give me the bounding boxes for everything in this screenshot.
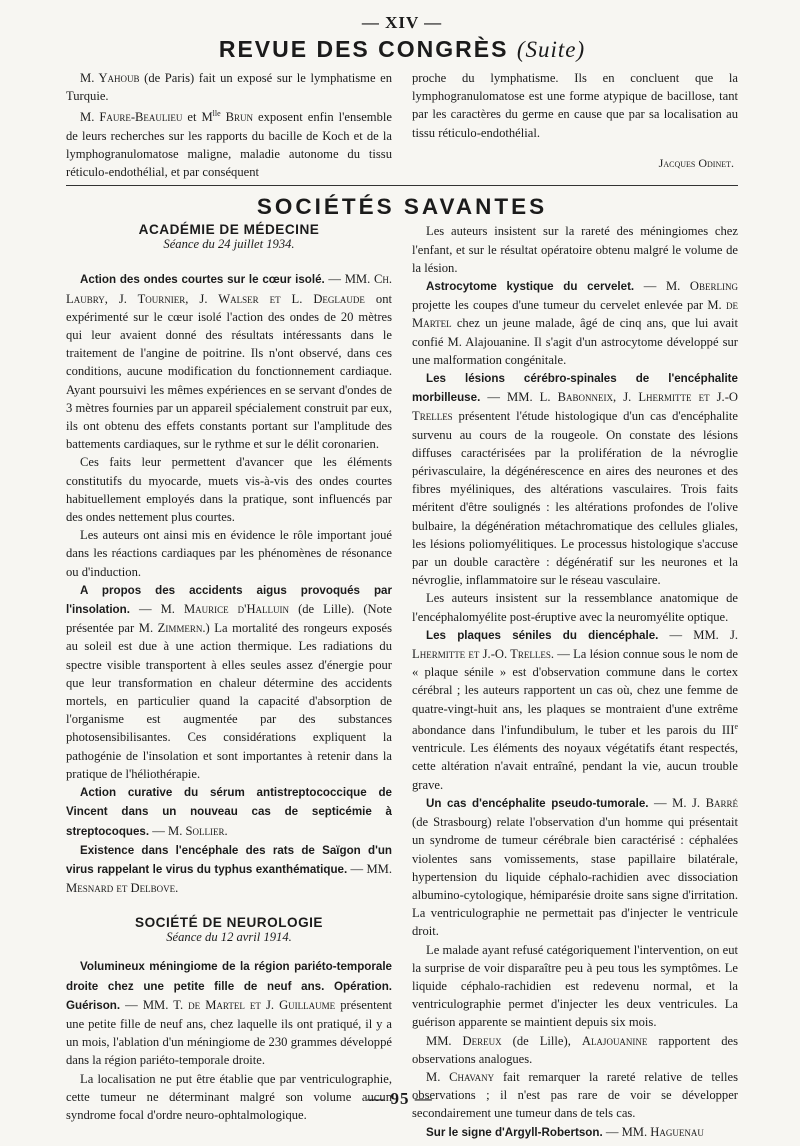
paragraph-text: exposent enfin l'ensemble de leurs recherches sur les rapports du bacille de Koch et de la lymphogranulomatose maligne, maladie autonome du tissu réticulo-endothélial, et par conséquent xyxy=(66,110,392,180)
paragraph-text: (de Lille), xyxy=(501,1033,582,1048)
paragraph-text: (de Paris) fait un exposé sur le lymphatisme en Turquie. xyxy=(66,71,392,104)
article-heading: Les plaques séniles du diencéphale. xyxy=(426,628,659,642)
article-authors: — M. J. Barré xyxy=(648,795,738,810)
academie-title: ACADÉMIE DE MÉDECINE xyxy=(138,222,320,238)
article-paragraph: Les auteurs insistent sur la rareté des méningiomes chez l'enfant, et sur le résultat opératoire obtenu malgré le volume de la lésion. xyxy=(412,224,738,275)
author-name: M. Faure-Beaulieu xyxy=(80,110,183,125)
article-authors: — M. Oberling xyxy=(634,279,738,294)
author-name: M. Yahoub xyxy=(80,71,140,85)
revue-paragraph xyxy=(66,105,392,181)
neurologie-date: Séance du 12 avril 1914. xyxy=(166,930,292,945)
revue-left-column xyxy=(66,69,392,181)
page-number: — 95 — xyxy=(367,1089,433,1108)
article-heading: Volumineux méningiome de la région pariéto-temporale droite chez une petite fille de neuf ans. Opération. Guérison. xyxy=(66,960,392,1012)
article-authors: — MM. Haguenau xyxy=(602,1124,704,1139)
article-paragraph: La localisation ne put être établie que par ventriculographie, cette tumeur ne déterminant malgré son volume aucun syndrome focal d'ordre neuro-ophtalmologique. xyxy=(66,1071,392,1122)
author-name: Brun xyxy=(220,110,254,125)
societes-section xyxy=(66,222,738,1141)
paragraph-text: chez un jeune malade, âgé de cinq ans, que lui avait confié M. Alajouanine. Il s'agit d'un astrocytome développé sur une malformation congénitale. xyxy=(412,316,738,367)
paragraph-text: rapportent des observations analogues. xyxy=(412,1033,738,1066)
article-authors: — MM. T. de Martel et J. Guillaume xyxy=(120,997,336,1012)
superscript: lle xyxy=(212,109,221,119)
article-paragraph: Les auteurs insistent sur la ressemblance anatomique de l'encéphalomyélite post-éruptive avec la neuromyélite optique. xyxy=(412,591,738,624)
revue-paragraph: proche du lymphatisme. Ils en concluent que la lymphogranulomatose est une forme atypique de bacillose, tant par les caractères du germe en cause que par sa localisation au tissu réticulo-endothélial. xyxy=(412,71,738,140)
revue-section xyxy=(66,69,738,181)
article-paragraph xyxy=(66,841,392,898)
article-authors: — MM. L. Babonneix, J. Lhermitte et J.-O Trelles xyxy=(412,390,738,424)
article-paragraph xyxy=(66,581,392,783)
article-authors: — M. Maurice d'Halluin xyxy=(129,602,290,617)
article-heading: Action des ondes courtes sur le cœur isolé. xyxy=(80,273,325,287)
article-paragraph xyxy=(66,270,392,453)
article-heading: Un cas d'encéphalite pseudo-tumorale. xyxy=(426,796,649,810)
revue-right-column xyxy=(412,69,738,181)
article-paragraph xyxy=(412,277,738,369)
author-name: Alajouanine xyxy=(581,1033,648,1048)
article-paragraph: Le malade ayant refusé catégoriquement l'intervention, on eut la surprise de voir disparaître peu à peu tous les symptômes. Le liquide céphalo-rachidien est redevenu normal, et la ventriculographie permet d'injecter les deux ventricules. La guérison apparente se maintient depuis six mois. xyxy=(412,942,738,1030)
article-authors: — MM. Mesnard et Delbove. xyxy=(66,861,392,896)
signature-text: Jacques Odinet. xyxy=(658,155,734,170)
article-heading: Action curative du sérum antistreptococcique de Vincent dans un nouveau cas de septicémie à streptocoques. xyxy=(66,786,392,838)
societes-left-column xyxy=(66,222,392,1141)
article-paragraph xyxy=(412,1032,738,1068)
article-paragraph xyxy=(66,957,392,1069)
article-heading: Les lésions cérébro-spinales de l'encéphalite morbilleuse. xyxy=(412,372,738,405)
societes-savantes-title: SOCIÉTÉS SAVANTES xyxy=(256,194,548,220)
article-heading: Sur le signe d'Argyll-Robertson. xyxy=(426,1125,603,1139)
article-paragraph: Les auteurs ont ainsi mis en évidence le rôle important joué dans les réactions cardiaques par les phénomènes de résonance ou d'induction. xyxy=(66,528,392,579)
paragraph-text: ventricule. Les éléments des noyaux végétatifs étant respectés, cette altération n'avait entraîné, pendant la vie, aucun trouble grave. xyxy=(412,741,738,792)
article-paragraph xyxy=(66,783,392,841)
paragraph-text: projette les coupes d'une tumeur du cervelet enlevée par M. xyxy=(412,298,726,313)
paragraph-text: présentent une petite fille de neuf ans, chez laquelle ils ont pratiqué, il y a un mois, l'ablation d'un méningiome de 230 grammes développé dans la région pariéto-temporale droite. xyxy=(66,997,392,1068)
article-authors: — MM. J. Lhermitte et J.-O. Trelles. xyxy=(412,627,738,662)
paragraph-text: — La lésion connue sous le nom de « plaque sénile » est d'observation commune dans le cortex cérébral ; les auteurs rapportent un cas où, chez une femme de quatre-vingt-huit ans, les plaques se montraient d'une extrême abondance dans l'infundibulum, le tuber et les parois du III xyxy=(412,647,738,738)
article-heading: Astrocytome kystique du cervelet. xyxy=(426,280,635,294)
section-divider xyxy=(66,185,738,186)
revue-des-congres-title xyxy=(66,36,738,63)
article-authors: — MM. Ch. Laubry, J. Tournier, J. Walser et L. Deglaude xyxy=(66,272,392,306)
academie-date: Séance du 24 juillet 1934. xyxy=(163,237,295,252)
paragraph-text: (de Strasbourg) relate l'observation d'un homme qui présentait un syndrome de tumeur cérébrale bien caractérisé : céphalées violentes sans vomissements, stase papillaire bilatérale, hypertension du liquide céphalo-rachidien avec dissociation albumino-cytologique, hémiparésie droite sans signe d'irritation. La ventriculographie ne permettait pas d'injecter le ventricule droit. xyxy=(412,815,738,939)
article-paragraph xyxy=(412,369,738,589)
presenter-name: Zimmern xyxy=(157,621,203,636)
author-name: M. Chavany xyxy=(426,1069,495,1084)
superscript: e xyxy=(734,721,738,731)
article-paragraph xyxy=(412,794,738,941)
article-paragraph xyxy=(412,1123,738,1142)
paragraph-text: .) La mortalité des rongeurs exposés au soleil est due à une action thermique. Les radiations du spectre visible transportent à elles seules assez d'énergie pour que leur transformation en chaleur détermine des accidents mortels, en particulier quand la capacité d'absorption de l'organisme est augmentée par des substances photosensibilisantes. Ces considérations expliquent la pathogénie de l'insolation et sont importantes à retenir dans la pratique de l'héliothérapie. xyxy=(66,621,392,781)
article-heading: A propos des accidents aigus provoqués par l'insolation. xyxy=(66,583,392,617)
page-roman-numeral: — XIV — xyxy=(361,13,443,32)
article-paragraph: Ces faits leur permettent d'avancer que les éléments constitutifs du myocarde, muets vis-à-vis des ondes courtes habituellement employés dans la pratique, sont influencés par des ondes nettement plus courtes. xyxy=(66,455,392,525)
neurologie-title: SOCIÉTÉ DE NEUROLOGIE xyxy=(135,915,323,931)
paragraph-text: fait remarquer la rareté relative de telles observations ; il n'est pas rare de voir se développer secondairement une tumeur dans de tels cas. xyxy=(412,1069,738,1121)
paragraph-text: et M xyxy=(182,110,213,125)
revue-paragraph xyxy=(66,69,392,105)
paragraph-text: présentent l'étude histologique d'un cas d'encéphalite survenu au cours de la rougeole. On constate des lésions diffuses caractérisées par la prolifération de la névroglie périvasculaire, la dégénérescence en aires des neurones et des fibres myéliniques, des altérations vasculaires. Trois faits méritent d'être soulignés : les altérations profondes de l'olive bulbaire, la dégénération métachromatique des cellules gliales, les lésions poliomyélitiques. Le processus histologique s'accuse par un double caractère : dégénératif sur les neurones et la névroglie, inflammatoire sur le réseau vasculaire. xyxy=(412,409,738,588)
revue-title-suite: (Suite) xyxy=(516,37,586,62)
author-name: de Martel xyxy=(412,298,738,331)
article-heading: Existence dans l'encéphale des rats de Saïgon d'un virus rappelant le virus du typhus exanthématique. xyxy=(66,843,392,876)
paragraph-text: ont expérimenté sur le cœur isolé l'action des ondes de 20 mètres qui leur avaient donné des résultats intéressants dans le traitement de l'angine de poitrine. Ils n'ont observé, dans ces conditions, aucune modification du fonctionnement cardiaque. Ayant poursuivi les mêmes expériences en se servant d'ondes de 3 mètres fournies par un appareil spécialement construit par eux, ils ont obtenu des effets constants portant sur l'amplitude des battements cardiaques, sur le rythme et sur le délit coronarien. xyxy=(66,291,392,452)
article-authors: — M. Sollier. xyxy=(149,823,228,838)
signature xyxy=(412,156,738,171)
revue-title-text: REVUE DES CONGRÈS xyxy=(218,36,509,62)
author-name: MM. Dereux xyxy=(426,1033,502,1048)
article-paragraph xyxy=(412,626,738,794)
societes-right-column xyxy=(412,222,738,1141)
paragraph-text: (de Lille). (Note présentée par M. xyxy=(66,602,392,636)
spacer xyxy=(66,897,392,915)
